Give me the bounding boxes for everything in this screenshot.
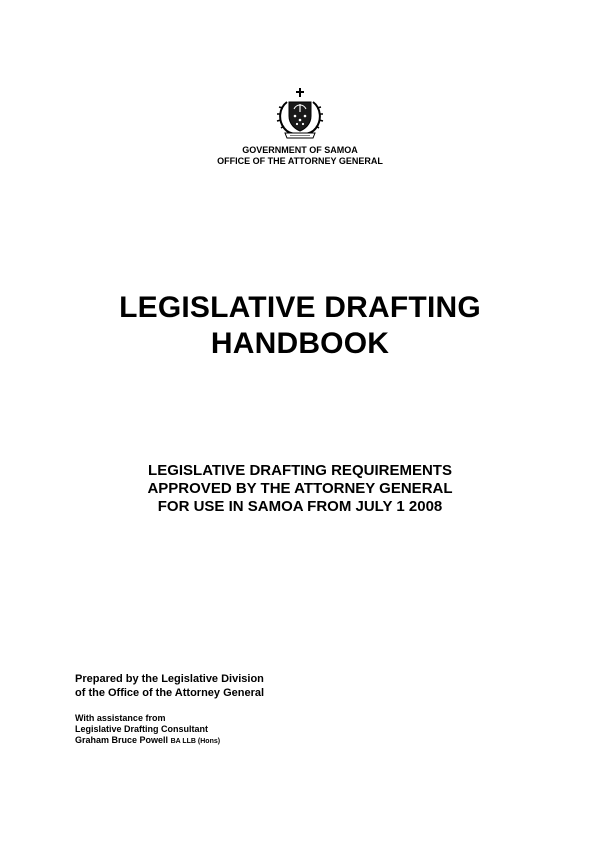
subtitle-line-1: LEGISLATIVE DRAFTING REQUIREMENTS	[148, 462, 452, 479]
subtitle-line-3: FOR USE IN SAMOA FROM JULY 1 2008	[157, 498, 443, 515]
assistance-line-1: With assistance from	[75, 713, 166, 723]
consultant-credentials: BA LLB (Hons)	[170, 738, 221, 745]
issuing-authority	[0, 145, 600, 167]
document-subtitle	[0, 462, 600, 516]
prepared-line-1: Prepared by the Legislative Division	[75, 673, 264, 685]
assistance-credit	[75, 713, 220, 747]
prepared-line-2: of the Office of the Attorney General	[75, 687, 265, 699]
title-line-2: HANDBOOK	[210, 327, 390, 360]
consultant-name: Graham Bruce Powell	[75, 735, 169, 745]
subtitle-line-2: APPROVED BY THE ATTORNEY GENERAL	[147, 480, 453, 497]
document-title	[0, 290, 600, 362]
title-line-1: LEGISLATIVE DRAFTING	[119, 291, 481, 324]
consultant-line	[75, 735, 220, 747]
assistance-line-2: Legislative Drafting Consultant	[75, 724, 209, 734]
coat-of-arms-icon	[275, 88, 325, 140]
government-name: GOVERNMENT OF SAMOA	[242, 145, 358, 155]
office-name: OFFICE OF THE ATTORNEY GENERAL	[217, 156, 383, 166]
prepared-by	[75, 672, 264, 700]
